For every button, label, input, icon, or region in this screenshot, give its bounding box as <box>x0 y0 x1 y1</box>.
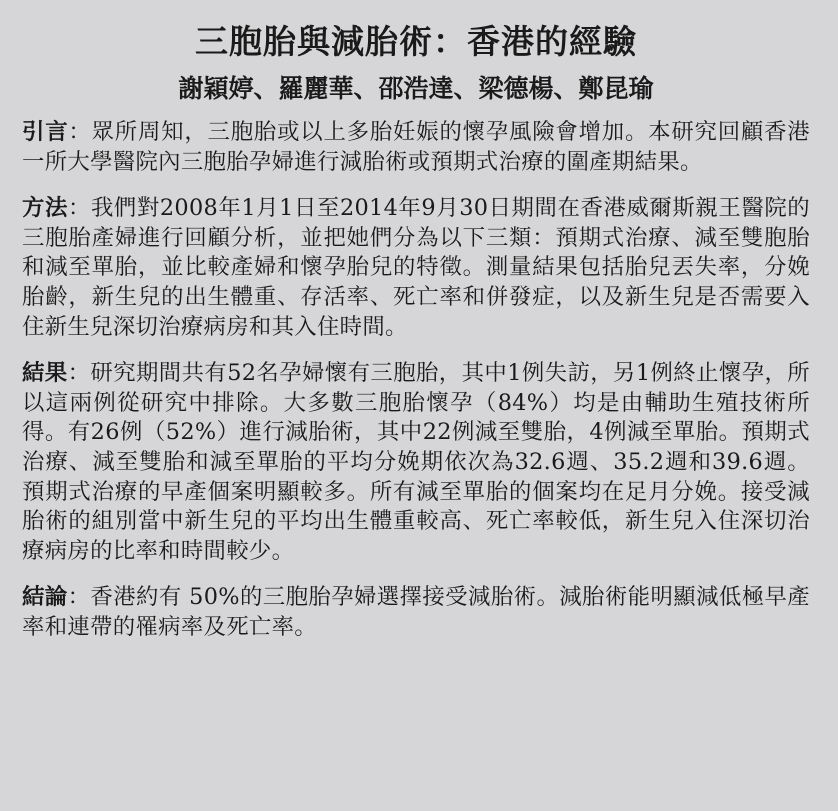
section-text: ：我們對2008年1月1日至2014年9月30日期間在香港威爾斯親王醫院的三胞胎產婦進行回顧分析，並把她們分為以下三類：預期式治療、減至雙胞胎和減至單胎，並比較產婦和懷孕胎兒的特徵。測量結果包括胎兒丟失率，分娩胎齡，新生兒的出生體重、存活率、死亡率和併發症，以及新生兒是否需要入住新生兒深切治療病房和其入住時間。 <box>22 195 810 340</box>
section-text: ：香港約有 50%的三胞胎孕婦選擇接受減胎術。減胎術能明顯減低極早產率和連帶的罹病率及死亡率。 <box>22 584 810 640</box>
section-text: ：眾所周知，三胞胎或以上多胎妊娠的懷孕風險會增加。本研究回顧香港一所大學醫院內三胞胎孕婦進行減胎術或預期式治療的圍產期結果。 <box>22 119 810 175</box>
section-label: 結論 <box>22 584 68 611</box>
section-methods <box>22 194 810 342</box>
section-introduction <box>22 118 810 177</box>
section-text: ：研究期間共有52名孕婦懷有三胞胎，其中1例失訪，另1例終止懷孕，所以這兩例從研究中排除。大多數三胞胎懷孕（84%）均是由輔助生殖技術所得。有26例（52%）進行減胎術，其中22例減至雙胎，4例減至單胎。預期式治療、減至雙胎和減至單胎的平均分娩期依次為32.6週、35.2週和39.6週。預期式治療的早產個案明顯較多。所有減至單胎的個案均在足月分娩。接受減胎術的組別當中新生兒的平均出生體重較高、死亡率較低，新生兒入住深切治療病房的比率和時間較少。 <box>22 360 810 564</box>
section-label: 方法 <box>22 195 68 222</box>
paper-title: 三胞胎與減胎術：香港的經驗 <box>195 22 637 61</box>
section-results <box>22 359 810 566</box>
author-list: 謝穎婷、羅麗華、邵浩達、梁德楊、鄭昆瑜 <box>178 74 654 103</box>
section-conclusion <box>22 583 810 642</box>
section-label: 結果 <box>22 360 68 387</box>
section-label: 引言 <box>22 119 69 145</box>
